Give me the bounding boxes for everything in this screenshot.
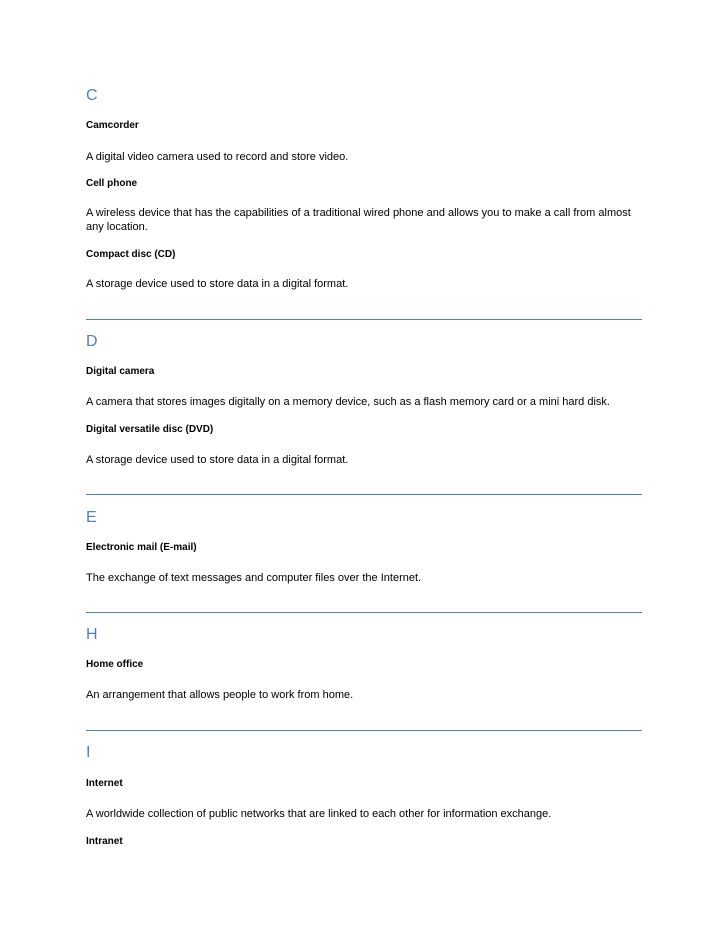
term-digital-camera: Digital camera	[86, 366, 155, 377]
term-electronic-mail: Electronic mail (E-mail)	[86, 542, 197, 553]
term-intranet: Intranet	[86, 836, 123, 847]
definition-dvd: A storage device used to store data in a digital format.	[86, 454, 349, 466]
definition-internet: A worldwide collection of public networks that are linked to each other for information exchange.	[86, 808, 552, 820]
definition-compact-disc: A storage device used to store data in a digital format.	[86, 278, 349, 290]
term-home-office: Home office	[86, 659, 144, 670]
section-letter-h: H	[86, 626, 98, 643]
section-letter-d: D	[86, 333, 98, 350]
term-compact-disc: Compact disc (CD)	[86, 249, 176, 260]
term-dvd: Digital versatile disc (DVD)	[86, 424, 214, 435]
definition-cell-phone: A wireless device that has the capabilities of a traditional wired phone and allows you to make a call from almost any location.	[86, 207, 631, 233]
section-divider	[86, 494, 642, 495]
definition-digital-camera: A camera that stores images digitally on a memory device, such as a flash memory card or a mini hard disk.	[86, 396, 610, 408]
term-cell-phone: Cell phone	[86, 178, 138, 189]
section-letter-c: C	[86, 87, 98, 104]
section-divider	[86, 612, 642, 613]
section-letter-i: I	[86, 744, 91, 761]
term-internet: Internet	[86, 778, 123, 789]
section-divider	[86, 319, 642, 320]
definition-camcorder: A digital video camera used to record and store video.	[86, 151, 349, 163]
section-letter-e: E	[86, 509, 97, 526]
definition-electronic-mail: The exchange of text messages and computer files over the Internet.	[86, 572, 422, 584]
definition-home-office: An arrangement that allows people to work from home.	[86, 689, 354, 701]
term-camcorder: Camcorder	[86, 120, 139, 131]
section-divider	[86, 730, 642, 731]
